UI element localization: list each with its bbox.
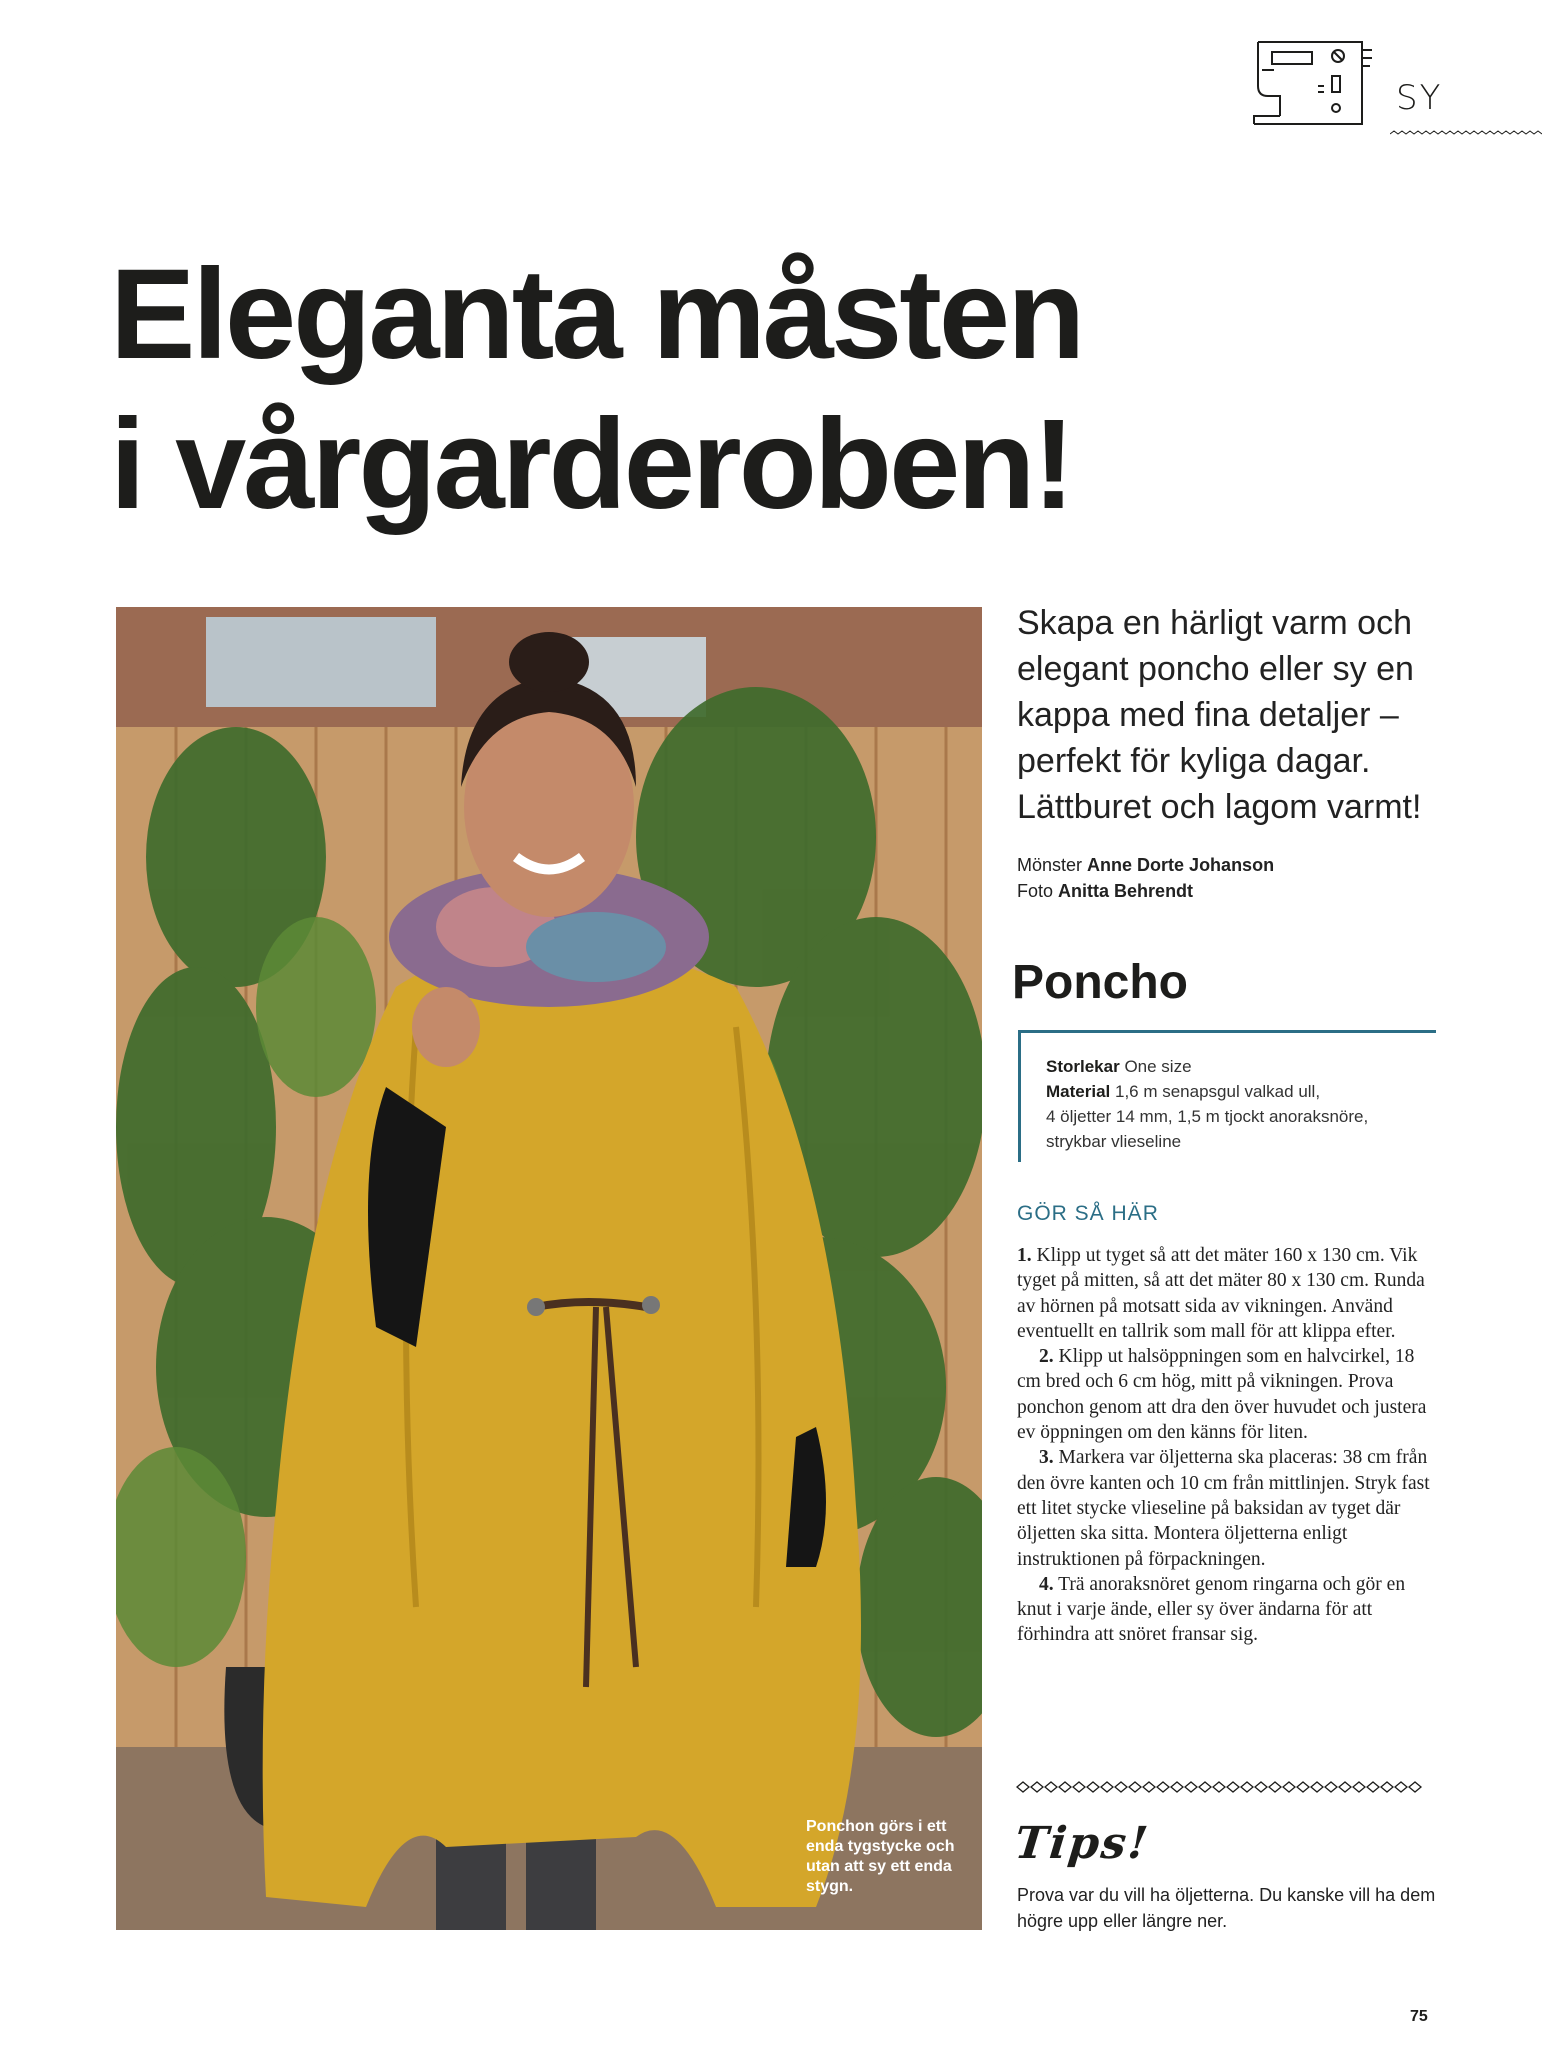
lead-paragraph: Skapa en härligt varm och elegant poncho eller sy en kappa med fina detaljer – perfekt för kyliga dagar. Lättburet och lagom varmt! [1017,604,1422,826]
step-text: Klipp ut halsöppningen som en halvcirkel, 18 cm bred och 6 cm hög, mitt på vikningen. Prova ponchon genom att dra den över huvudet och justera ev öppningen om den känns för liten. [1017,1346,1427,1444]
credit-pattern [1017,852,1274,878]
specs-material [1046,1079,1436,1154]
material-line-1: 1,6 m senapsgul valkad ull, [1114,1082,1321,1101]
step-text: Trä anoraksnöret genom ringarna och gör en knut i varje ände, eller sy över ändarna för att förhindra att snöret fransar sig. [1017,1573,1406,1646]
credit-photo-name: Anitta Behrendt [1058,881,1194,901]
section-header [1250,36,1550,136]
tips-title: Tips! [1012,1818,1152,1869]
step-text: Markera var öljetterna ska placeras: 38 cm från den övre kanten och 10 cm från mittlinjen. Stryk fast ett litet stycke vlieseline på baksidan av tyget där öljetten ska sitta. Montera öljetterna enligt instruktionen på förpackningen. [1017,1447,1430,1570]
specs-body [1046,1054,1436,1154]
diamond-divider [1015,1780,1433,1794]
step-number: 4. [1039,1573,1054,1595]
credit-pattern-label: Mönster [1017,855,1083,875]
sizes-label: Storlekar [1046,1057,1120,1076]
specs-sizes [1046,1054,1436,1079]
tips-text: Prova var du vill ha öljetterna. Du kanske vill ha dem högre upp eller längre ner. [1017,1885,1436,1931]
section-label: SY [1396,78,1443,118]
zigzag-rule [1390,130,1542,138]
step-text: Klipp ut tyget så att det mäter 160 x 130 cm. Vik tyget på mitten, så att det mäter 80 x 130 cm. Runda av hörnen på motsatt sida av vikningen. Använd eventuellt en tallrik som mall för att klippa efter. [1017,1245,1425,1342]
step-number: 3. [1039,1447,1054,1469]
material-line-2: 4 öljetter 14 mm, 1,5 m tjockt anoraksnöre, [1046,1107,1369,1126]
credit-photo [1017,878,1274,904]
step-2 [1017,1344,1441,1445]
photo-caption: Ponchon görs i ett enda tygstycke och utan att sy ett enda stygn. [806,1818,955,1895]
specs-side-rule [1018,1030,1021,1162]
instruction-steps [1017,1243,1441,1648]
photo-illustration [116,607,982,1930]
material-label: Material [1046,1082,1111,1101]
title-line-1: Eleganta måsten [110,243,1083,386]
step-4 [1017,1572,1441,1648]
step-1 [1017,1243,1441,1344]
title-line-2: i vårgarderoben! [110,393,1073,536]
page-number: 75 [1410,2008,1428,2025]
step-3 [1017,1445,1441,1571]
step-number: 2. [1039,1346,1054,1368]
sizes-value: One size [1124,1057,1192,1076]
credit-pattern-name: Anne Dorte Johanson [1087,855,1275,875]
specs-top-rule [1018,1030,1436,1033]
project-title: Poncho [1012,956,1188,1009]
credit-photo-label: Foto [1017,881,1054,901]
hero-photo [116,607,982,1930]
sewing-machine-icon [1250,36,1380,132]
credits [1017,852,1274,904]
material-line-3: strykbar vlieseline [1046,1132,1182,1151]
instructions-heading: GÖR SÅ HÄR [1017,1202,1159,1225]
specs-box [1018,1030,1436,1162]
page-title [110,240,1360,540]
step-number: 1. [1017,1245,1032,1266]
